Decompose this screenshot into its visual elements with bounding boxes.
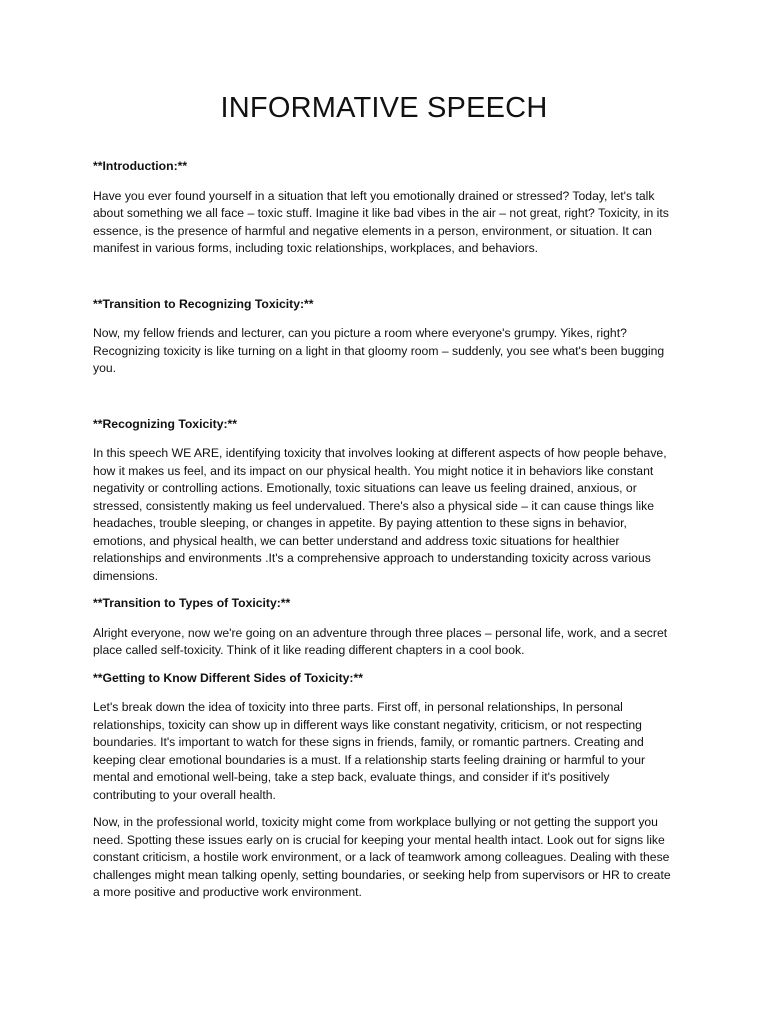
paragraph-transition-recognizing: Now, my fellow friends and lecturer, can you picture a room where everyone's grumpy. Yikes, right? Recognizing toxicity is like turning on a light in that gloomy room – suddenly, you see what's been bugging you. [93, 326, 665, 375]
section-heading-transition-recognizing: **Transition to Recognizing Toxicity:** [93, 296, 314, 311]
paragraph-personal-relationships: Let's break down the idea of toxicity into three parts. First off, in personal relationships, In personal relationships, toxicity can show up in different ways like constant negativity, criticism, or not respecting boundaries. It's important to watch for these signs in friends, family, or romantic partners. Creating and keeping clear emotional boundaries is a must. If a relationship starts feeling draining or harmful to your mental and emotional well-being, take a step back, evaluate things, and consider if it's positively contributing to your overall health. [93, 700, 646, 802]
paragraph-transition-types: Alright everyone, now we're going on an adventure through three places – personal life, work, and a secret place called self-toxicity. Think of it like reading different chapters in a cool book. [93, 625, 668, 657]
paragraph-introduction: Have you ever found yourself in a situation that left you emotionally drained or stressed? Today, let's talk about something we all face – toxic stuff. Imagine it like bad vibes in the air – not great, right? Toxicity, in its essence, is the presence of harmful and negative elements in a person, environment, or situation. It can manifest in various forms, including toxic relationships, workplaces, and behaviors. [93, 188, 669, 255]
section-heading-recognizing: **Recognizing Toxicity:** [93, 416, 238, 431]
section-heading-introduction: **Introduction:** [93, 159, 188, 173]
section-heading-transition-types: **Transition to Types of Toxicity:** [93, 596, 291, 610]
spacer [93, 388, 675, 416]
document-title: INFORMATIVE SPEECH [220, 92, 548, 124]
paragraph-professional-world: Now, in the professional world, toxicity might come from workplace bullying or not getting the support you need. Spotting these issues early on is crucial for keeping your mental health intact. Look out for signs like constant criticism, a hostile work environment, or a lack of teamwork among colleagues. Dealing with these challenges might mean talking openly, setting boundaries, or seeking help from supervisors or HR to create a more positive and productive work environment. [93, 815, 671, 899]
spacer [93, 268, 675, 296]
paragraph-recognizing: In this speech WE ARE, identifying toxicity that involves looking at different aspects of how people behave, how it makes us feel, and its impact on our physical health. You might notice it in behaviors like constant negativity or controlling actions. Emotionally, toxic situations can leave us feeling drained, anxious, or stressed, consistently making us feel undervalued. There's also a physical side – it can cause things like headaches, trouble sleeping, or changes in appetite. By paying attention to these signs in behavior, emotions, and physical health, we can better understand and address toxic situations for healthier relationships and environments .It's a comprehensive approach to understanding toxicity across various dimensions. [93, 446, 667, 583]
section-heading-different-sides: **Getting to Know Different Sides of Toxicity:** [93, 670, 363, 685]
